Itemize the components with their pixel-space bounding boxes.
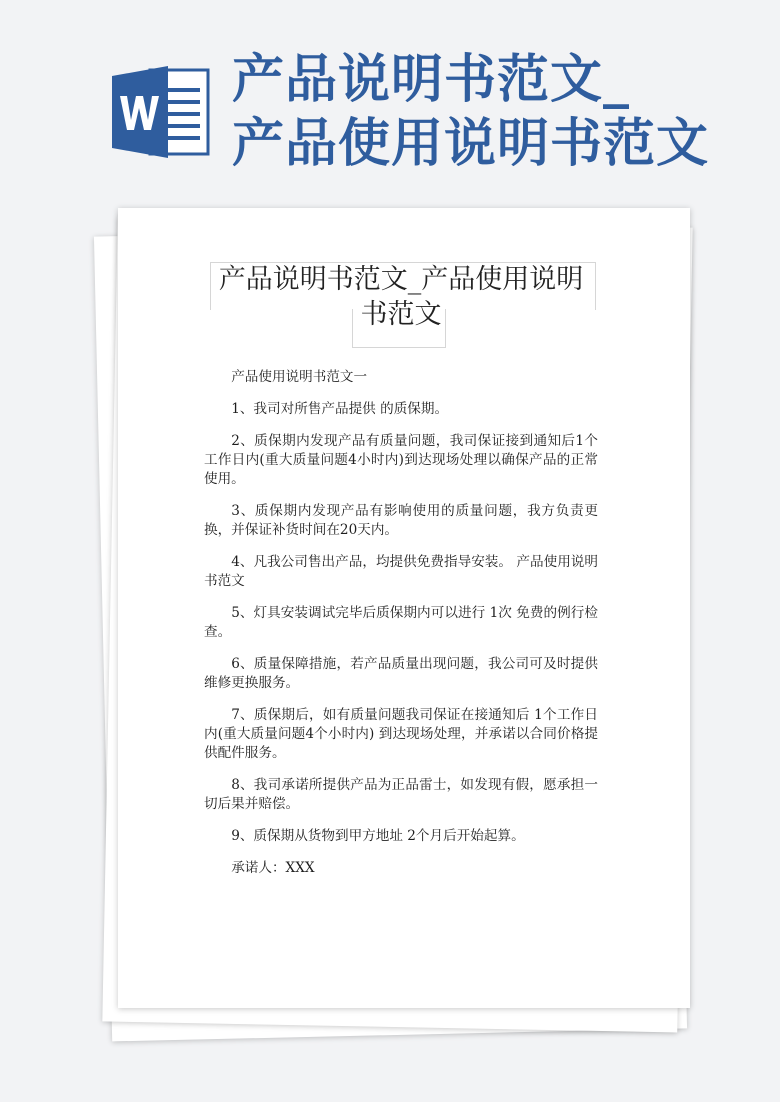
paragraph: 6、质量保障措施，若产品质量出现问题，我公司可及时提供维修更换服务。 <box>204 656 598 691</box>
document-title-line-2: 书范文 <box>360 299 442 330</box>
page-title-line-1: 产品说明书范文_ <box>232 50 631 110</box>
signature-line: 承诺人：XXX <box>231 860 315 876</box>
paragraph: 1、我司对所售产品提供 的质保期。 <box>231 401 449 417</box>
page-title <box>232 48 772 176</box>
paragraph: 9、质保期从货物到甲方地址 2个月后开始起算。 <box>231 828 525 844</box>
paragraph: 7、质保期后，如有质量问题我司保证在接通知后 1个工作日内(重大质量问题4个小时内) 到达现场处理，并承诺以合同价格提供配件服务。 <box>204 707 598 761</box>
word-document-icon <box>110 62 210 162</box>
paragraph: 3、质保期内发现产品有影响使用的质量问题，我方负责更换，并保证补货时间在20天内。 <box>204 503 598 538</box>
document-title <box>208 262 594 332</box>
document-title-line-1: 产品说明书范文_产品使用说明 <box>218 264 584 295</box>
paragraph: 2、质保期内发现产品有质量问题，我司保证接到通知后1个工作日内(重大质量问题4小时内)到达现场处理以确保产品的正常使用。 <box>204 433 598 487</box>
page-title-line-2: 产品使用说明书范文 <box>232 114 710 174</box>
paragraph: 5、灯具安装调试完毕后质保期内可以进行 1次 免费的例行检查。 <box>204 605 598 640</box>
paragraph: 8、我司承诺所提供产品为正品雷士，如发现有假，愿承担一切后果并赔偿。 <box>204 777 598 812</box>
paragraph: 4、凡我公司售出产品，均提供免费指导安装。 产品使用说明书范文 <box>204 554 598 589</box>
paragraph-heading: 产品使用说明书范文一 <box>231 369 368 385</box>
document-body <box>204 368 598 891</box>
